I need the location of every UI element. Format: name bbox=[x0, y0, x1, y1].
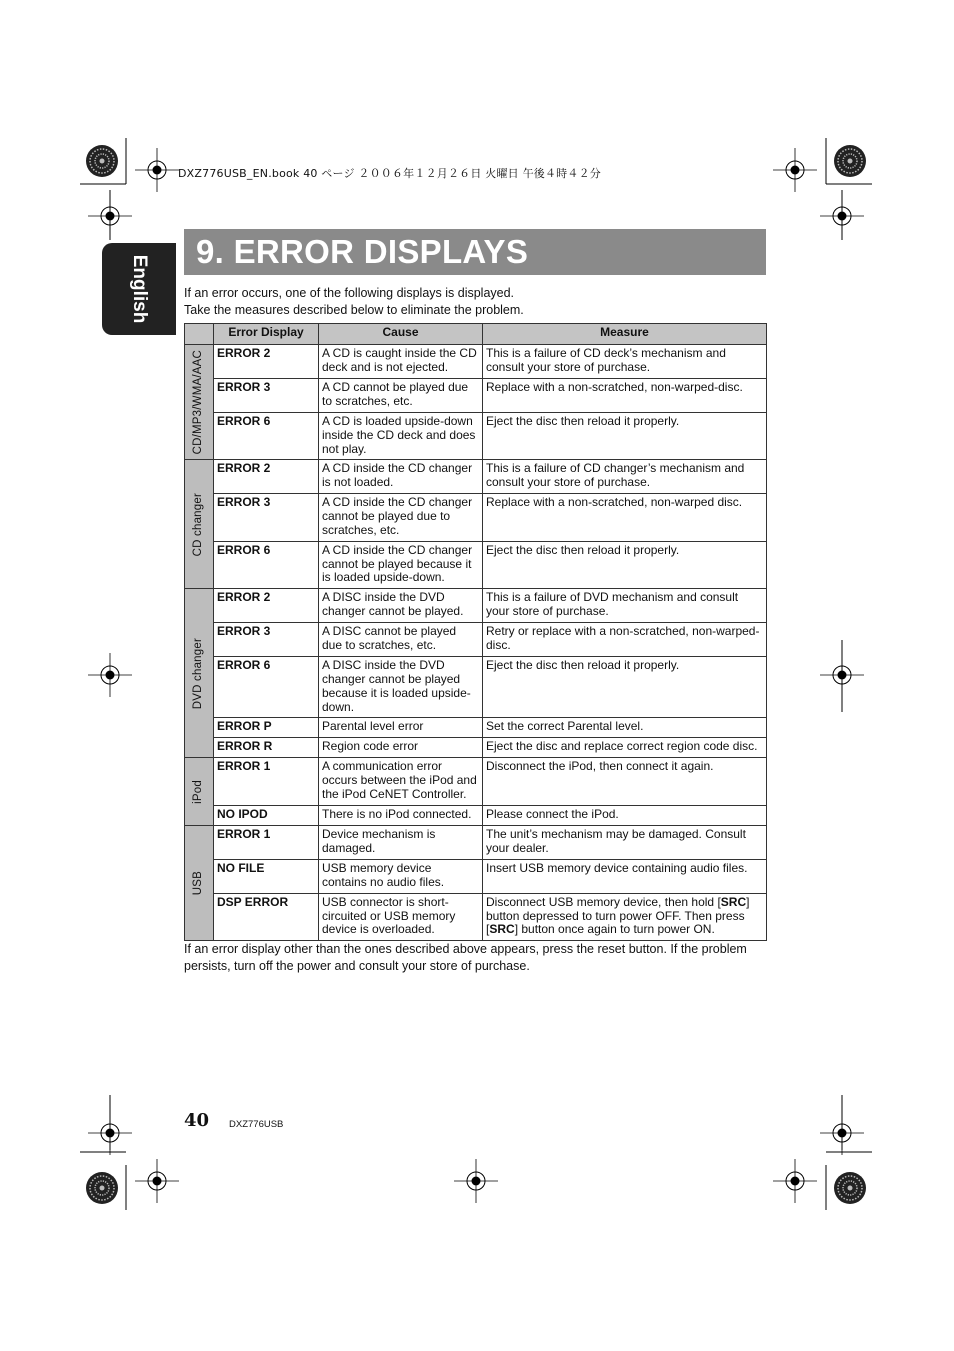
category-cell bbox=[185, 345, 214, 460]
model-footer: DXZ776USB bbox=[229, 1119, 284, 1130]
registration-wheel-icon bbox=[86, 1172, 118, 1204]
header-error-display: Error Display bbox=[214, 324, 319, 345]
error-code: ERROR 6 bbox=[214, 413, 319, 460]
print-header: DXZ776USB_EN.book 40 ページ ２００６年１２月２６日 火曜日 午後４時４２分 bbox=[178, 167, 601, 180]
error-measure: Replace with a non-scratched, non-warped disc. bbox=[483, 494, 767, 541]
error-code: ERROR P bbox=[214, 718, 319, 738]
table-row bbox=[185, 805, 767, 825]
language-tab-label: English bbox=[129, 254, 150, 324]
error-code: DSP ERROR bbox=[214, 893, 319, 940]
error-cause: A CD cannot be played due to scratches, etc. bbox=[319, 379, 483, 413]
error-cause: A communication error occurs between the iPod and the iPod CeNET Controller. bbox=[319, 758, 483, 805]
language-tab bbox=[102, 243, 176, 335]
error-measure: Insert USB memory device containing audio files. bbox=[483, 859, 767, 893]
error-measure: This is a failure of CD deck’s mechanism and consult your store of purchase. bbox=[483, 345, 767, 379]
error-measure: Replace with a non-scratched, non-warped-disc. bbox=[483, 379, 767, 413]
error-measure: The unit’s mechanism may be damaged. Consult your dealer. bbox=[483, 825, 767, 859]
category-cell bbox=[185, 825, 214, 940]
category-label: CD/MP3/WMA/AAC bbox=[192, 349, 205, 455]
error-code: NO FILE bbox=[214, 859, 319, 893]
error-measure: Eject the disc then reload it properly. bbox=[483, 541, 767, 588]
title-band bbox=[184, 229, 766, 275]
table-row bbox=[185, 718, 767, 738]
error-cause: USB memory device contains no audio files. bbox=[319, 859, 483, 893]
error-code: ERROR 3 bbox=[214, 379, 319, 413]
category-cell bbox=[185, 460, 214, 589]
page-title: 9. ERROR DISPLAYS bbox=[196, 233, 529, 270]
table-row bbox=[185, 657, 767, 718]
error-measure-src: Disconnect USB memory device, then hold [SRC] button depressed to turn power OFF. Then press [SRC] button once again to turn power ON. bbox=[483, 893, 767, 940]
error-code: ERROR 3 bbox=[214, 623, 319, 657]
table-row bbox=[185, 758, 767, 805]
header-blank bbox=[185, 324, 214, 345]
category-label: iPod bbox=[192, 779, 205, 804]
error-measure: Set the correct Parental level. bbox=[483, 718, 767, 738]
error-measure: This is a failure of CD changer’s mechanism and consult your store of purchase. bbox=[483, 460, 767, 494]
error-measure: Please connect the iPod. bbox=[483, 805, 767, 825]
error-cause: Device mechanism is damaged. bbox=[319, 825, 483, 859]
table-header-row bbox=[185, 324, 767, 345]
header-measure: Measure bbox=[483, 324, 767, 345]
table-row bbox=[185, 738, 767, 758]
registration-wheel-icon bbox=[86, 145, 118, 177]
category-cell bbox=[185, 589, 214, 758]
error-code: ERROR 2 bbox=[214, 589, 319, 623]
registration-wheel-icon bbox=[834, 1172, 866, 1204]
error-code: ERROR 1 bbox=[214, 825, 319, 859]
error-measure: Eject the disc then reload it properly. bbox=[483, 413, 767, 460]
error-code: ERROR 6 bbox=[214, 657, 319, 718]
error-cause: There is no iPod connected. bbox=[319, 805, 483, 825]
error-measure: Disconnect the iPod, then connect it again. bbox=[483, 758, 767, 805]
error-measure: Retry or replace with a non-scratched, non-warped-disc. bbox=[483, 623, 767, 657]
outro-text: If an error display other than the ones described above appears, press the reset button. If the problem persists, turn off the power and consult your store of purchase. bbox=[184, 942, 747, 973]
error-cause: A CD inside the CD changer cannot be played due to scratches, etc. bbox=[319, 494, 483, 541]
table-row bbox=[185, 859, 767, 893]
error-cause: A DISC inside the DVD changer cannot be played. bbox=[319, 589, 483, 623]
table-row bbox=[185, 460, 767, 494]
page-number: 40 bbox=[184, 1110, 210, 1131]
error-cause: Parental level error bbox=[319, 718, 483, 738]
error-code: ERROR 2 bbox=[214, 460, 319, 494]
error-code: ERROR 6 bbox=[214, 541, 319, 588]
error-cause: A DISC cannot be played due to scratches, etc. bbox=[319, 623, 483, 657]
header-cause: Cause bbox=[319, 324, 483, 345]
error-cause: A CD is loaded upside-down inside the CD deck and does not play. bbox=[319, 413, 483, 460]
table-row bbox=[185, 413, 767, 460]
category-label: USB bbox=[192, 870, 205, 896]
table-row bbox=[185, 825, 767, 859]
table-row bbox=[185, 541, 767, 588]
error-code: ERROR 2 bbox=[214, 345, 319, 379]
registration-wheel-icon bbox=[834, 145, 866, 177]
error-cause: A CD is caught inside the CD deck and is not ejected. bbox=[319, 345, 483, 379]
error-table bbox=[184, 323, 767, 941]
error-measure: Eject the disc then reload it properly. bbox=[483, 657, 767, 718]
error-measure: This is a failure of DVD mechanism and consult your store of purchase. bbox=[483, 589, 767, 623]
error-cause: Region code error bbox=[319, 738, 483, 758]
category-cell bbox=[185, 758, 214, 825]
table-row bbox=[185, 623, 767, 657]
table-row bbox=[185, 494, 767, 541]
error-cause: A DISC inside the DVD changer cannot be played because it is loaded upside-down. bbox=[319, 657, 483, 718]
intro-line-2: Take the measures described below to eliminate the problem. bbox=[184, 303, 524, 317]
error-code: NO IPOD bbox=[214, 805, 319, 825]
intro-line-1: If an error occurs, one of the following displays is displayed. bbox=[184, 286, 515, 300]
error-code: ERROR 3 bbox=[214, 494, 319, 541]
category-label: DVD changer bbox=[192, 637, 205, 709]
error-code: ERROR R bbox=[214, 738, 319, 758]
table-row bbox=[185, 379, 767, 413]
error-cause: A CD inside the CD changer is not loaded. bbox=[319, 460, 483, 494]
table-row bbox=[185, 893, 767, 940]
error-measure: Eject the disc and replace correct region code disc. bbox=[483, 738, 767, 758]
table-row bbox=[185, 345, 767, 379]
table-row bbox=[185, 589, 767, 623]
error-cause: A CD inside the CD changer cannot be played because it is loaded upside-down. bbox=[319, 541, 483, 588]
error-cause: USB connector is short-circuited or USB memory device is overloaded. bbox=[319, 893, 483, 940]
category-label: CD changer bbox=[192, 492, 205, 556]
error-code: ERROR 1 bbox=[214, 758, 319, 805]
